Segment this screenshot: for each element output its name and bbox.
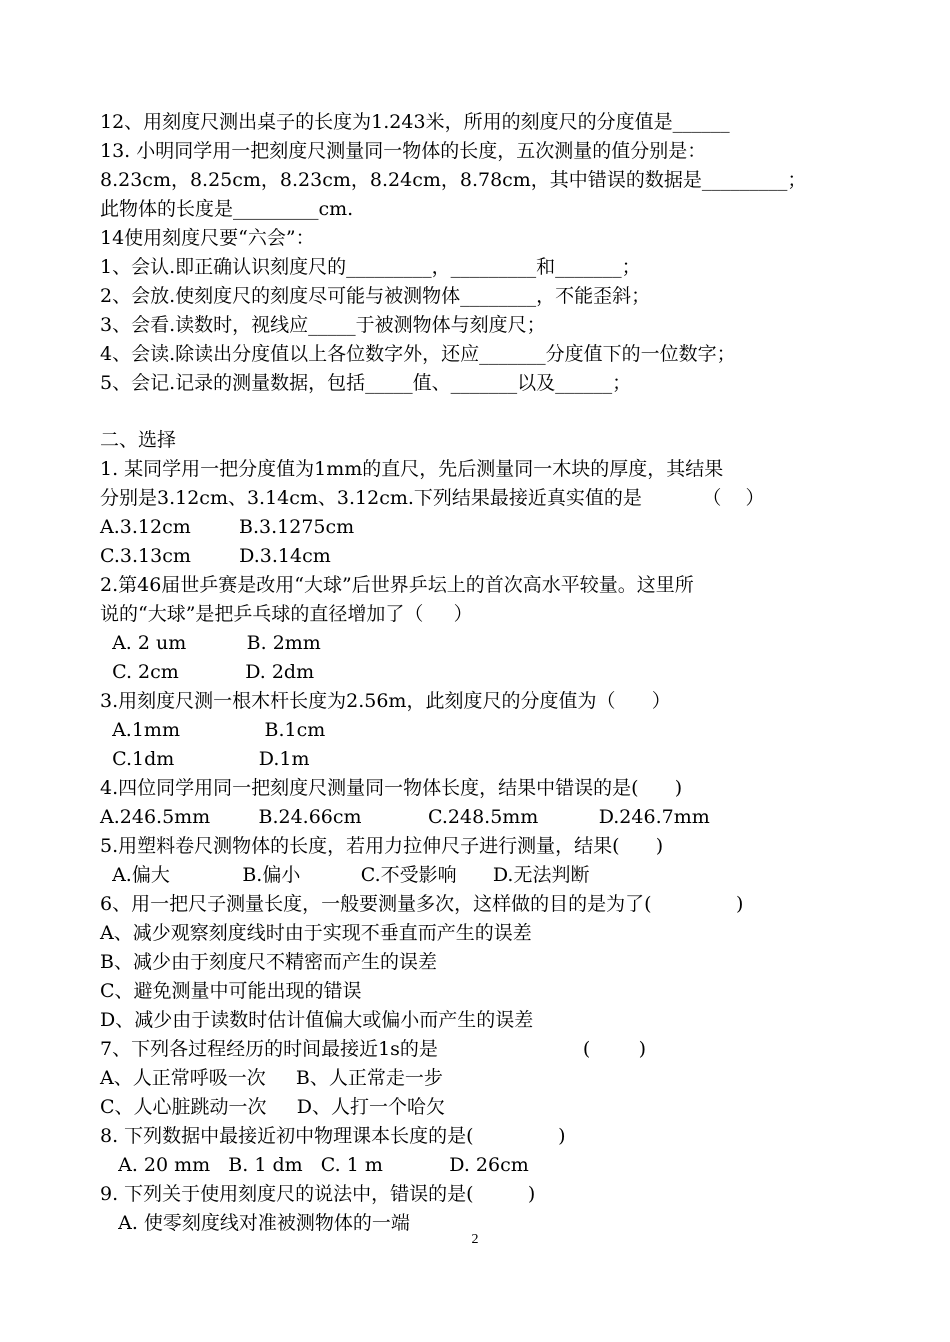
mc3-options-cd: C.1dm D.1m [100,748,310,770]
mc1-line-1: 1. 某同学用一把分度值为1mm的直尺，先后测量同一木块的厚度，其结果 [100,458,724,480]
mc2-options-ab: A. 2 um B. 2mm [100,632,321,654]
mc1-line-2: 分别是3.12cm、3.14cm、3.12cm.下列结果最接近真实值的是 （ ） [100,487,765,509]
mc2-line-1: 2.第46届世乒赛是改用“大球”后世界乒坛上的首次高水平较量。这里所 [100,574,694,596]
mc1-options-cd: C.3.13cm D.3.14cm [100,545,331,567]
q13-line-3: 此物体的长度是_________cm. [100,198,354,220]
q14-item-2: 2、会放.使刻度尺的刻度尽可能与被测物体________，不能歪斜； [100,285,651,307]
mc7-options-ab: A、人正常呼吸一次 B、人正常走一步 [100,1067,443,1089]
mc6-option-b: B、减少由于刻度尺不精密而产生的误差 [100,951,437,973]
mc1-options-ab: A.3.12cm B.3.1275cm [100,516,355,538]
mc4-options: A.246.5mm B.24.66cm C.248.5mm D.246.7mm [100,806,710,828]
section-heading: 二、选择 [100,429,177,451]
q14-title: 14使用刻度尺要“六会”： [100,227,315,249]
q14-item-5: 5、会记.记录的测量数据，包括_____值、_______以及______； [100,372,632,394]
q13-line-2: 8.23cm，8.25cm，8.23cm，8.24cm，8.78cm，其中错误的数据是_________； [100,169,807,191]
mc6-option-d: D、减少由于读数时估计值偏大或偏小而产生的误差 [100,1009,534,1031]
mc4-line: 4.四位同学用同一把刻度尺测量同一物体长度，结果中错误的是( ) [100,777,683,799]
q14-item-1: 1、会认.即正确认识刻度尺的_________，_________和_______； [100,256,641,278]
mc5-line: 5.用塑料卷尺测物体的长度，若用力拉伸尺子进行测量，结果( ) [100,835,664,857]
mc5-options: A.偏大 B.偏小 C.不受影响 D.无法判断 [100,864,590,886]
q14-item-3: 3、会看.读数时，视线应_____于被测物体与刻度尺； [100,314,546,336]
mc6-option-a: A、减少观察刻度线时由于实现不垂直而产生的误差 [100,922,532,944]
mc8-line: 8. 下列数据中最接近初中物理课本长度的是( ) [100,1125,566,1147]
mc6-option-c: C、避免测量中可能出现的错误 [100,980,362,1002]
mc6-line: 6、用一把尺子测量长度，一般要测量多次，这样做的目的是为了( ) [100,893,744,915]
mc9-line: 9. 下列关于使用刻度尺的说法中，错误的是( ) [100,1183,536,1205]
mc3-options-ab: A.1mm B.1cm [100,719,326,741]
mc2-line-2: 说的“大球”是把乒乓球的直径增加了（ ） [100,603,473,625]
mc3-line: 3.用刻度尺测一根木杆长度为2.56m，此刻度尺的分度值为（ ） [100,690,671,712]
q14-item-4: 4、会读.除读出分度值以上各位数字外，还应_______分度值下的一位数字； [100,343,736,365]
mc9-option-a: A. 使零刻度线对准被测物体的一端 [100,1212,410,1234]
mc7-options-cd: C、人心脏跳动一次 D、人打一个哈欠 [100,1096,445,1118]
q12-line: 12、用刻度尺测出桌子的长度为1.243米，所用的刻度尺的分度值是______ [100,111,730,133]
mc8-options: A. 20 mm B. 1 dm C. 1 m D. 26cm [100,1154,529,1176]
mc2-options-cd: C. 2cm D. 2dm [100,661,315,683]
mc7-line: 7、下列各过程经历的时间最接近1s的是 ( ) [100,1038,647,1060]
page-number: 2 [471,1232,479,1247]
q13-line-1: 13. 小明同学用一把刻度尺测量同一物体的长度，五次测量的值分别是： [100,140,707,162]
